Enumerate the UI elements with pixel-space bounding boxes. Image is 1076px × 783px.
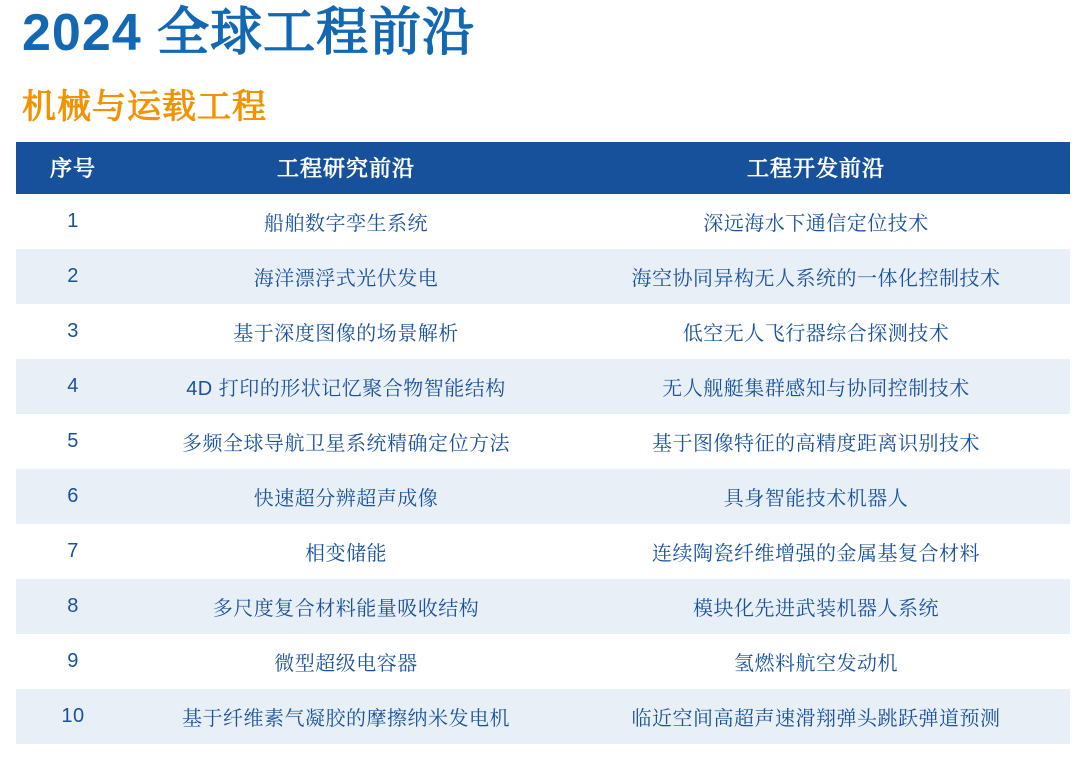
cell-research: 多尺度复合材料能量吸收结构	[130, 579, 562, 634]
cell-research: 基于纤维素气凝胶的摩擦纳米发电机	[130, 689, 562, 744]
column-header-no: 序号	[16, 142, 130, 194]
cell-research: 多频全球导航卫星系统精确定位方法	[130, 414, 562, 469]
cell-development: 模块化先进武装机器人系统	[562, 579, 1070, 634]
cell-no: 3	[16, 304, 130, 359]
table-body	[16, 194, 1070, 744]
cell-research: 微型超级电容器	[130, 634, 562, 689]
cell-development: 基于图像特征的高精度距离识别技术	[562, 414, 1070, 469]
section-title: 机械与运载工程	[22, 87, 267, 126]
cell-development: 连续陶瓷纤维增强的金属基复合材料	[562, 524, 1070, 579]
table-row	[16, 689, 1070, 744]
cell-research: 4D 打印的形状记忆聚合物智能结构	[130, 359, 562, 414]
table-row	[16, 469, 1070, 524]
table-header	[16, 142, 1070, 194]
cell-development: 低空无人飞行器综合探测技术	[562, 304, 1070, 359]
cell-research: 基于深度图像的场景解析	[130, 304, 562, 359]
page-title: 2024 全球工程前沿	[22, 4, 476, 62]
cell-no: 5	[16, 414, 130, 469]
fronts-table	[16, 142, 1070, 744]
cell-research: 快速超分辨超声成像	[130, 469, 562, 524]
cell-development: 海空协同异构无人系统的一体化控制技术	[562, 249, 1070, 304]
table-row	[16, 579, 1070, 634]
cell-no: 4	[16, 359, 130, 414]
cell-no: 9	[16, 634, 130, 689]
cell-research: 海洋漂浮式光伏发电	[130, 249, 562, 304]
cell-research: 船舶数字孪生系统	[130, 194, 562, 249]
cell-no: 8	[16, 579, 130, 634]
cell-no: 7	[16, 524, 130, 579]
cell-no: 10	[16, 689, 130, 744]
cell-no: 6	[16, 469, 130, 524]
table-row	[16, 359, 1070, 414]
table-row	[16, 194, 1070, 249]
cell-no: 2	[16, 249, 130, 304]
cell-development: 具身智能技术机器人	[562, 469, 1070, 524]
cell-no: 1	[16, 194, 130, 249]
cell-development: 无人舰艇集群感知与协同控制技术	[562, 359, 1070, 414]
cell-development: 氢燃料航空发动机	[562, 634, 1070, 689]
column-header-research: 工程研究前沿	[130, 142, 562, 194]
table-header-row	[16, 142, 1070, 194]
table-row	[16, 524, 1070, 579]
cell-development: 深远海水下通信定位技术	[562, 194, 1070, 249]
table-row	[16, 304, 1070, 359]
cell-research: 相变储能	[130, 524, 562, 579]
table-row	[16, 634, 1070, 689]
table-row	[16, 249, 1070, 304]
page-root	[0, 6, 1076, 783]
column-header-development: 工程开发前沿	[562, 142, 1070, 194]
cell-development: 临近空间高超声速滑翔弹头跳跃弹道预测	[562, 689, 1070, 744]
table-row	[16, 414, 1070, 469]
